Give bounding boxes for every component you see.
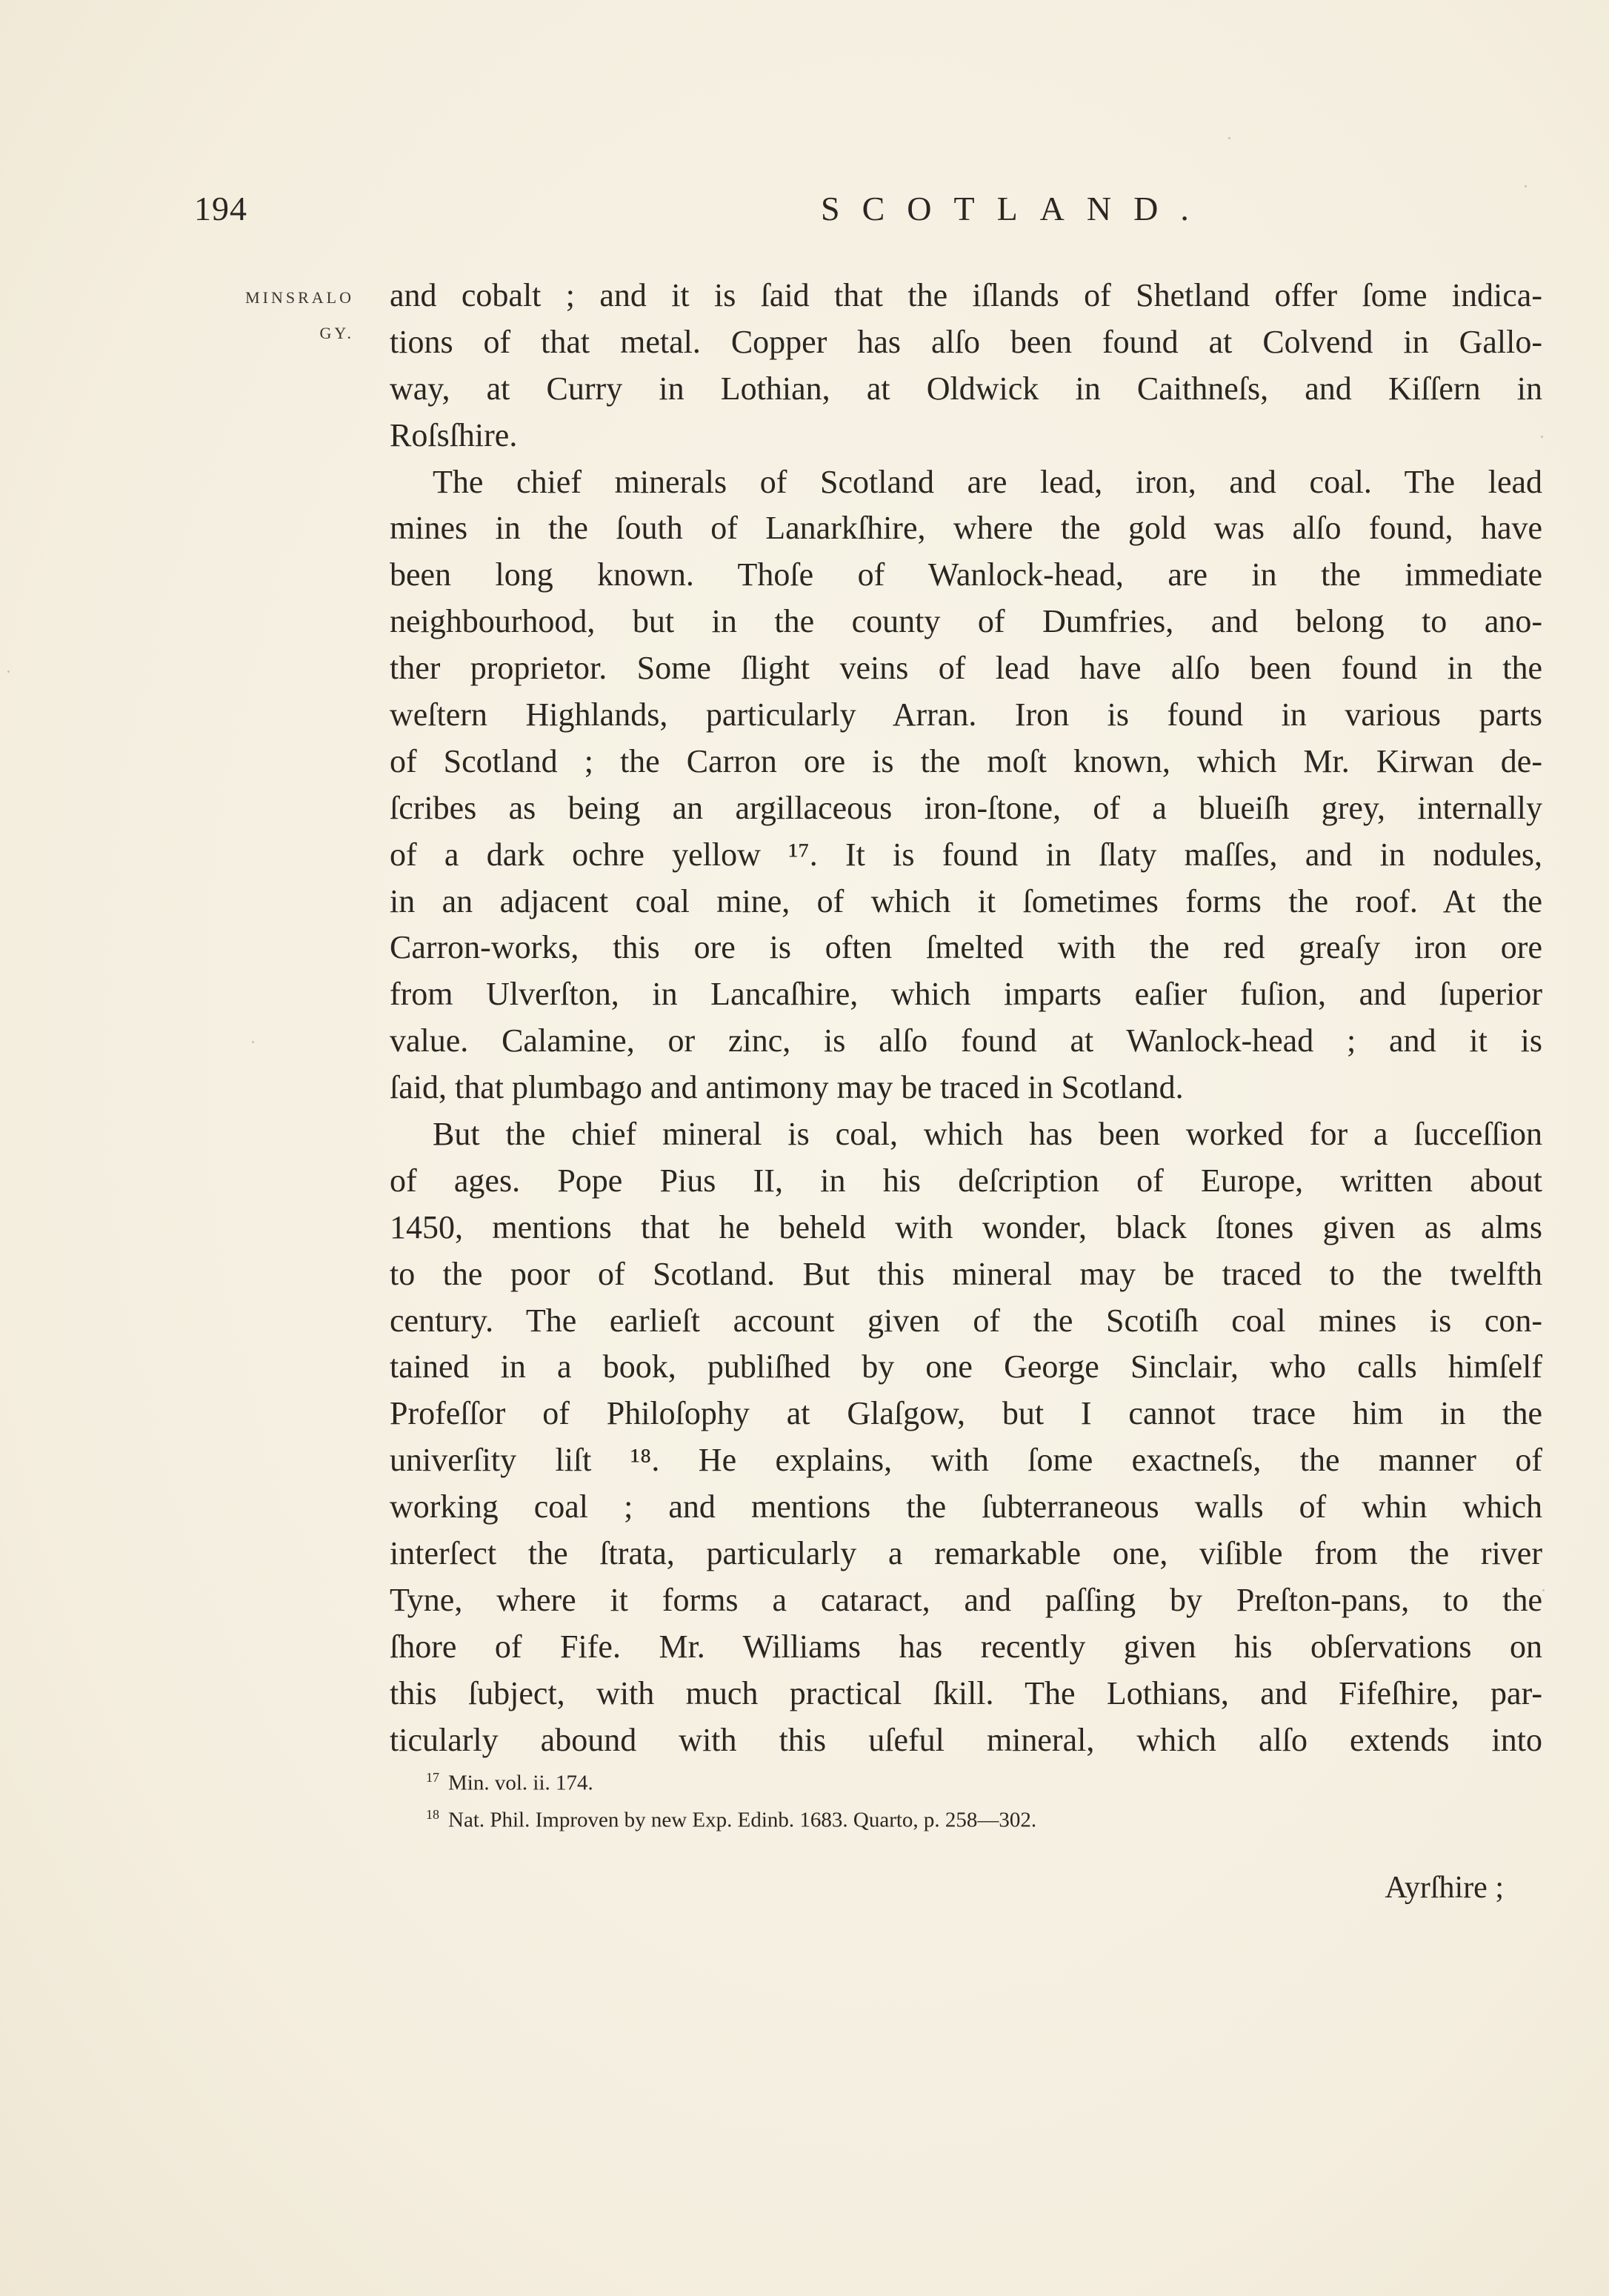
paper-speck (7, 671, 10, 673)
text-line: weſtern Highlands, particularly Arran. Iron is found in various parts (390, 696, 1542, 733)
text-line: Carron-works, this ore is often ſmelted with the red greaſy iron ore (390, 929, 1542, 966)
footnote-text: Min. vol. ii. 174. (448, 1771, 593, 1795)
text-line: tions of that metal. Copper has alſo been found at Colvend in Gallo- (390, 323, 1542, 360)
footnotes (426, 1762, 1036, 1835)
page-number: 194 (194, 190, 247, 227)
text-line: value. Calamine, or zinc, is alſo found at Wanlock-head ; and it is (390, 1022, 1542, 1059)
margin-note-line: MINSRALO (245, 288, 354, 307)
text-line: univerſity liſt ¹⁸. He explains, with ſome exactneſs, the manner of (390, 1442, 1542, 1479)
text-line: interſect the ſtrata, particularly a remarkable one, viſible from the river (390, 1535, 1542, 1572)
text-line: to the poor of Scotland. But this mineral may be traced to the twelfth (390, 1255, 1542, 1292)
footnote-mark: 18 (426, 1806, 439, 1822)
text-line: ſaid, that plumbago and antimony may be traced in Scotland. (390, 1069, 1184, 1106)
footnote-mark: 17 (426, 1770, 439, 1785)
text-line: from Ulverſton, in Lancaſhire, which imparts eaſier fuſion, and ſuperior (390, 976, 1542, 1013)
text-line: of Scotland ; the Carron ore is the moſt known, which Mr. Kirwan de- (390, 742, 1542, 779)
footnote (426, 1799, 1036, 1836)
paper-speck (1541, 436, 1543, 438)
running-head: SCOTLAND. (821, 190, 1211, 227)
text-line: neighbourhood, but in the county of Dumfries, and belong to ano- (390, 603, 1542, 640)
text-line: ſcribes as being an argillaceous iron-ſtone, of a blueiſh grey, internally (390, 789, 1542, 826)
text-line: way, at Curry in Lothian, at Oldwick in Caithneſs, and Kiſſern in (390, 370, 1542, 407)
text-line: ſhore of Fife. Mr. Williams has recently given his obſervations on (390, 1628, 1542, 1665)
text-line: Tyne, where it forms a cataract, and paſſing by Preſton-pans, to the (390, 1581, 1542, 1618)
paper-speck (1525, 185, 1527, 187)
margin-note-line: GY. (319, 324, 354, 342)
paper-speck (252, 1041, 254, 1043)
text-line: 1450, mentions that he beheld with wonder, black ſtones given as alms (390, 1208, 1542, 1245)
text-line: and cobalt ; and it is ſaid that the iſlands of Shetland offer ſome indica- (390, 277, 1542, 313)
text-line: of a dark ochre yellow ¹⁷. It is found in ſlaty maſſes, and in nodules, (390, 836, 1542, 873)
body-text (390, 273, 1542, 1764)
text-line: in an adjacent coal mine, of which it ſometimes forms the roof. At the (390, 882, 1542, 919)
text-line: Profeſſor of Philoſophy at Glaſgow, but I cannot trace him in the (390, 1395, 1542, 1432)
text-line: of ages. Pope Pius II, in his deſcription of Europe, written about (390, 1162, 1542, 1199)
margin-note (206, 280, 354, 351)
text-line: this ſubject, with much practical ſkill. The Lothians, and Fifeſhire, par- (390, 1674, 1542, 1711)
text-line: tained in a book, publiſhed by one George Sinclair, who calls himſelf (390, 1348, 1542, 1385)
text-line: ticularly abound with this uſeful mineral, which alſo extends into (390, 1721, 1542, 1758)
text-line: century. The earlieſt account given of the Scotiſh coal mines is con- (390, 1302, 1542, 1339)
text-line: working coal ; and mentions the ſubterraneous walls of whin which (390, 1488, 1542, 1525)
paper-speck (1542, 1589, 1545, 1591)
paper-speck (1228, 137, 1230, 139)
text-line: been long known. Thoſe of Wanlock-head, are in the immediate (390, 556, 1542, 593)
text-line: ther proprietor. Some ſlight veins of lead have alſo been found in the (390, 650, 1542, 687)
text-line: Roſsſhire. (390, 416, 518, 453)
footnote-text: Nat. Phil. Improven by new Exp. Edinb. 1683. Quarto, p. 258—302. (448, 1808, 1037, 1832)
footnote (426, 1762, 1036, 1799)
text-line: But the chief mineral is coal, which has been worked for a ſucceſſion (433, 1116, 1542, 1153)
text-line: The chief minerals of Scotland are lead, iron, and coal. The lead (433, 463, 1542, 500)
catchword: Ayrſhire ; (1385, 1871, 1504, 1905)
text-line: mines in the ſouth of Lanarkſhire, where the gold was alſo found, have (390, 510, 1542, 547)
